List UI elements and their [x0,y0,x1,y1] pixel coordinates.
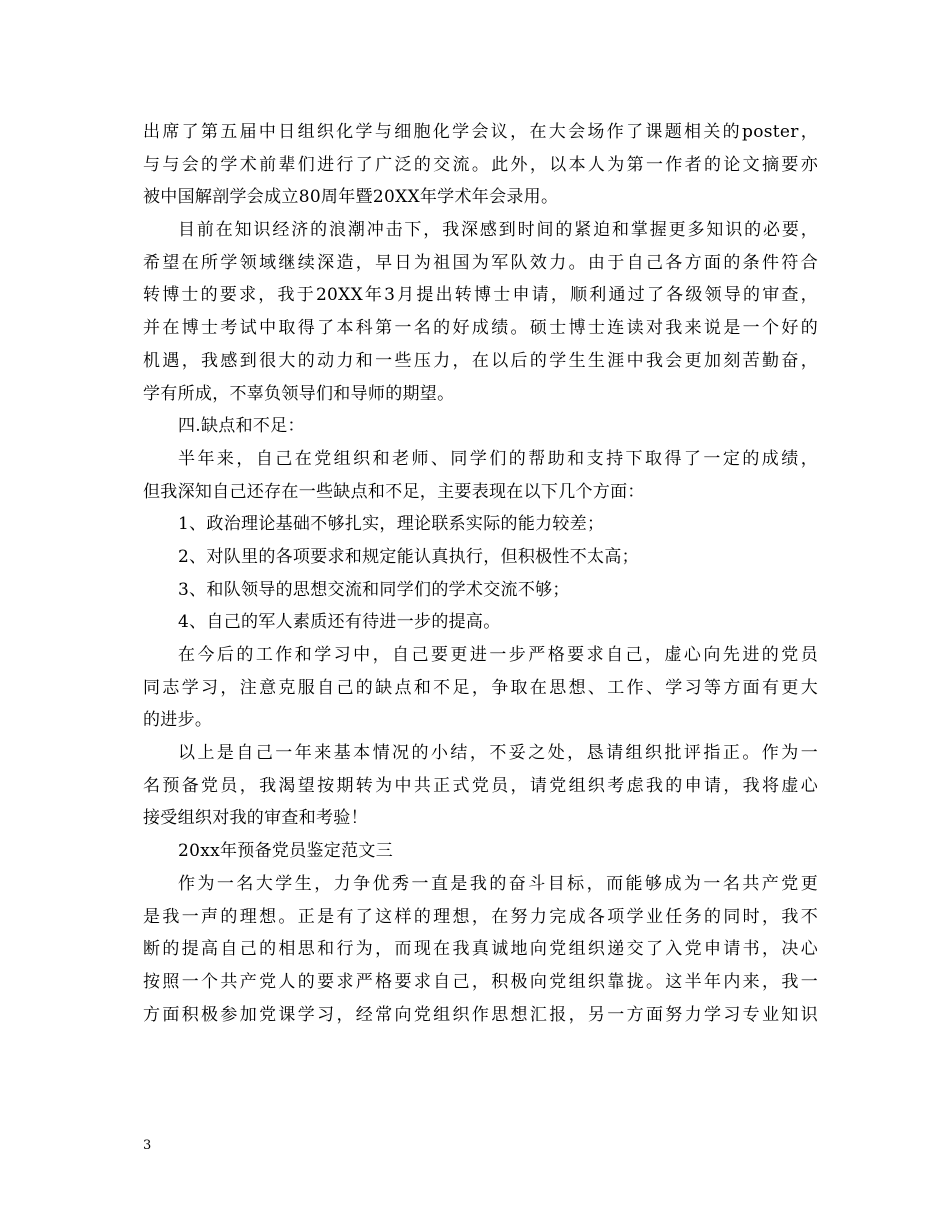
text-line: 是我一声的理想。正是有了这样的理想，在努力完成各项学业任务的同时，我不 [143,906,818,927]
text-line: 接受组织对我的审查和考验！ [143,808,368,829]
text-line: 但我深知自己还存在一些缺点和不足，主要表现在以下几个方面： [143,481,645,502]
document-body [143,116,818,1031]
text-line: 与与会的学术前辈们进行了广泛的交流。此外，以本人为第一作者的论文摘要亦 [143,154,818,175]
text-line: 出席了第五届中日组织化学与细胞化学会议，在大会场作了课题相关的poster， [143,122,818,142]
text-line: 方面积极参加党课学习，经常向党组织作思想汇报，另一方面努力学习专业知识 [143,1004,818,1025]
text-line: 3、和队领导的思想交流和同学们的学术交流不够； [178,579,570,600]
text-line: 同志学习，注意克服自己的缺点和不足，争取在思想、工作、学习等方面有更大 [143,677,818,698]
text-line: 机遇，我感到很大的动力和一些压力，在以后的学生生涯中我会更加刻苦勤奋， [143,350,818,371]
page-number: 3 [143,1138,152,1153]
text-line: 按照一个共产党人的要求严格要求自己，积极向党组织靠拢。这半年内来，我一 [143,971,818,992]
text-line: 四.缺点和不足： [178,416,305,437]
text-line: 半年来，自己在党组织和老师、同学们的帮助和支持下取得了一定的成绩， [178,448,818,469]
text-line: 4、自己的军人素质还有待进一步的提高。 [178,612,501,633]
text-line: 1、政治理论基础不够扎实，理论联系实际的能力较差； [178,514,605,535]
text-line: 目前在知识经济的浪潮冲击下，我深感到时间的紧迫和掌握更多知识的必要， [178,220,818,241]
text-line: 转博士的要求，我于20XX年3月提出转博士申请，顺利通过了各级领导的审查， [143,285,818,306]
text-line: 学有所成，不辜负领导们和导师的期望。 [143,383,455,404]
text-line: 2、对队里的各项要求和规定能认真执行，但积极性不太高； [178,546,639,567]
text-line: 名预备党员，我渴望按期转为中共正式党员，请党组织考虑我的申请，我将虚心 [143,775,818,796]
text-line: 以上是自己一年来基本情况的小结，不妥之处，恳请组织批评指正。作为一 [178,743,818,764]
text-line: 作为一名大学生，力争优秀一直是我的奋斗目标，而能够成为一名共产党更 [178,873,818,894]
text-line: 希望在所学领域继续深造，早日为祖国为军队效力。由于自己各方面的条件符合 [143,252,818,273]
text-line: 的进步。 [143,710,213,731]
text-line: 20xx年预备党员鉴定范文三 [178,841,394,862]
text-line: 断的提高自己的相思和行为，而现在我真诚地向党组织递交了入党申请书，决心 [143,939,818,960]
text-line: 被中国解剖学会成立80周年暨20XX年学术年会录用。 [143,187,559,208]
text-line: 并在博士考试中取得了本科第一名的好成绩。硕士博士连读对我来说是一个好的 [143,318,818,339]
text-line: 在今后的工作和学习中，自己要更进一步严格要求自己，虚心向先进的党员 [178,645,818,665]
